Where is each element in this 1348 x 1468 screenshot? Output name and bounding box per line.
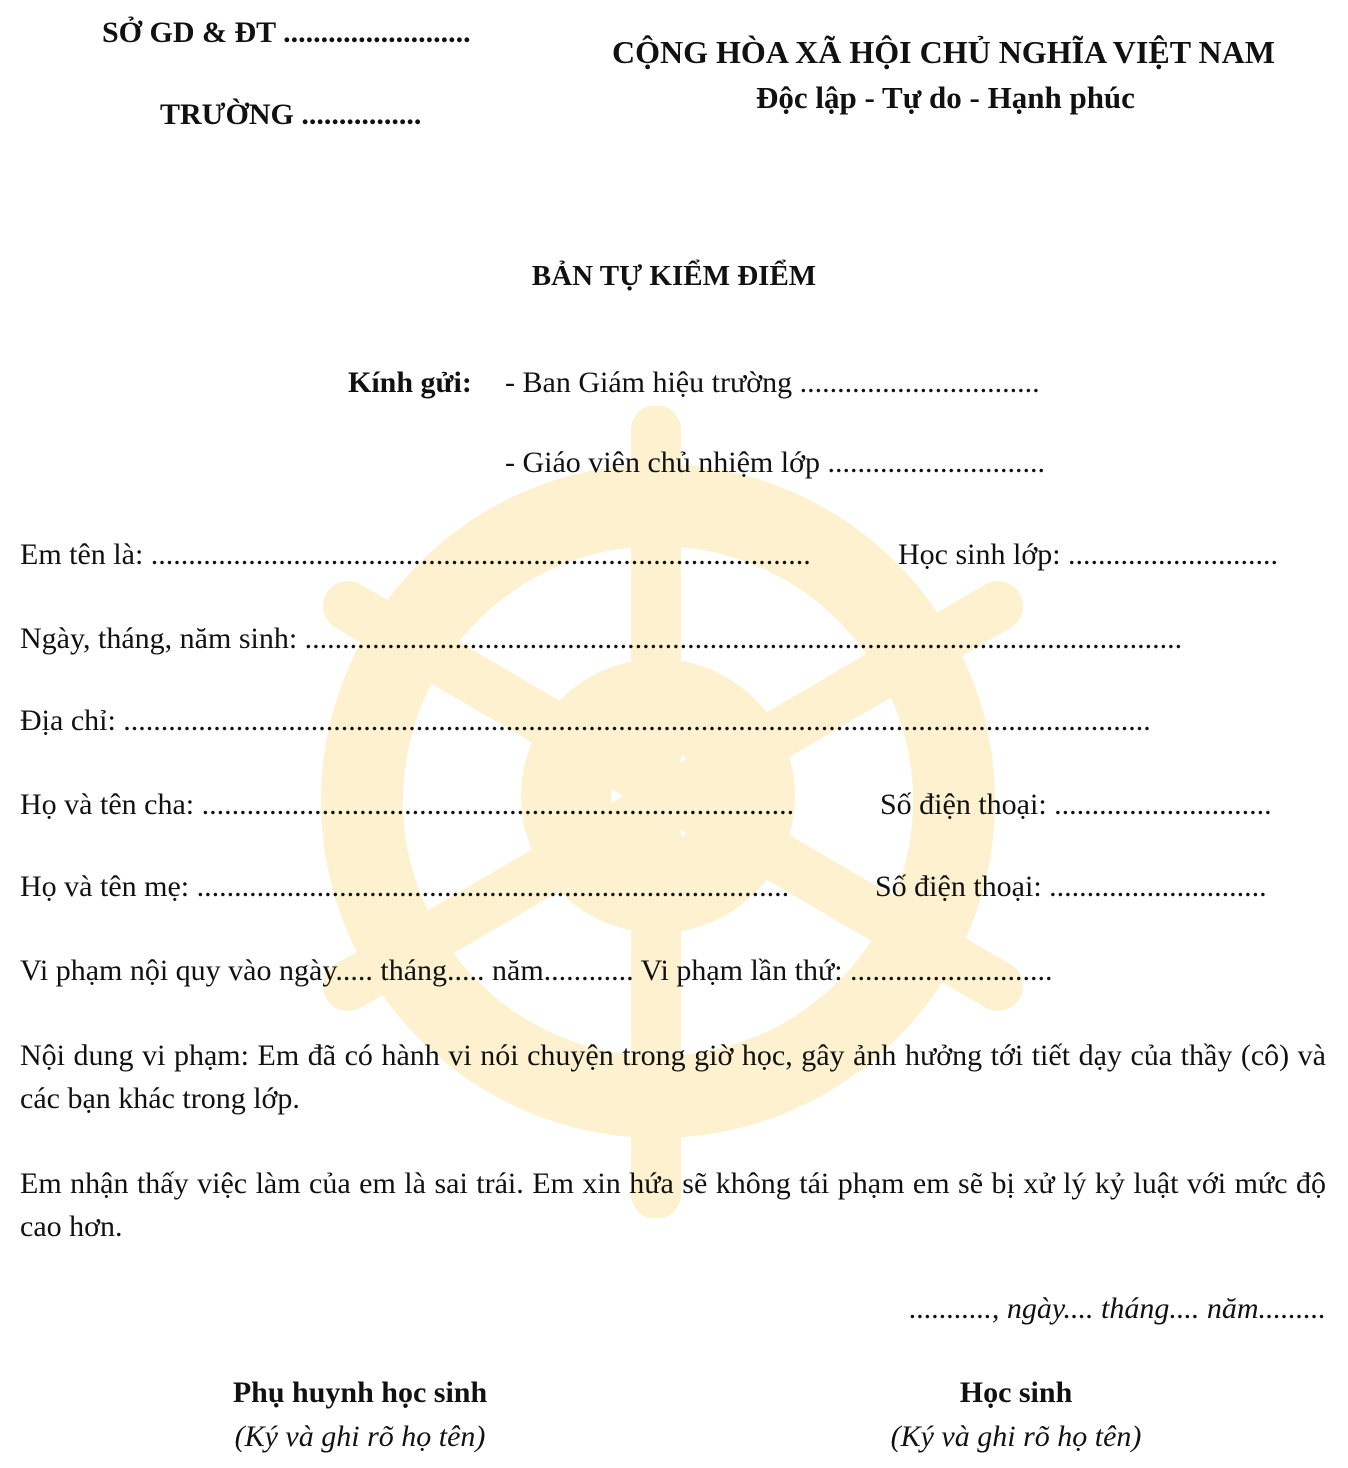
student-signature-title: Học sinh (959, 1376, 1073, 1409)
department-line: SỞ GD & ĐT ......................... (102, 16, 471, 49)
recipient-board: - Ban Giám hiệu trường ................................ (505, 366, 1040, 399)
dob-field: Ngày, tháng, năm sinh: ..................................................................................................................... (20, 622, 1183, 655)
recipient-teacher: - Giáo viên chủ nhiệm lớp ............................. (505, 446, 1045, 479)
mother-name-field: Họ và tên mẹ: ............................................................................... (20, 870, 790, 903)
parent-signature-title: Phụ huynh học sinh (232, 1376, 488, 1409)
mother-phone-field: Số điện thoại: ............................. (875, 870, 1267, 903)
school-line: TRƯỜNG ................ (160, 98, 422, 131)
student-signature-note: (Ký và ghi rõ họ tên) (890, 1420, 1142, 1453)
document-title: BẢN TỰ KIỂM ĐIỂM (531, 260, 817, 292)
recipients-label: Kính gửi: (348, 366, 472, 399)
violation-content-paragraph: Nội dung vi phạm: Em đã có hành vi nói chuyện trong giờ học, gây ảnh hưởng tới tiết dạy của thầy (cô) và các bạn khác trong lớp. (20, 1039, 1326, 1115)
violation-field: Vi phạm nội quy vào ngày..... tháng..... năm............ Vi phạm lần thứ: ........................... (20, 954, 1053, 987)
commitment-paragraph: Em nhận thấy việc làm của em là sai trái. Em xin hứa sẽ không tái phạm em sẽ bị xử lý kỷ luật với mức độ cao hơn. (20, 1167, 1326, 1243)
student-class-field: Học sinh lớp: ............................ (898, 538, 1279, 571)
parent-signature-note: (Ký và ghi rõ họ tên) (234, 1420, 486, 1453)
motto: Độc lập - Tự do - Hạnh phúc (756, 80, 1135, 115)
date-line: ..........., ngày.... tháng.... năm......... (909, 1292, 1326, 1325)
nation-heading: CỘNG HÒA XÃ HỘI CHỦ NGHĨA VIỆT NAM (612, 34, 1275, 70)
student-name-field: Em tên là: ........................................................................................ (20, 538, 811, 571)
father-phone-field: Số điện thoại: ............................. (880, 788, 1272, 821)
father-name-field: Họ và tên cha: ............................................................................... (20, 788, 795, 821)
address-field: Địa chỉ: ......................................................................................................................................... (20, 704, 1151, 737)
